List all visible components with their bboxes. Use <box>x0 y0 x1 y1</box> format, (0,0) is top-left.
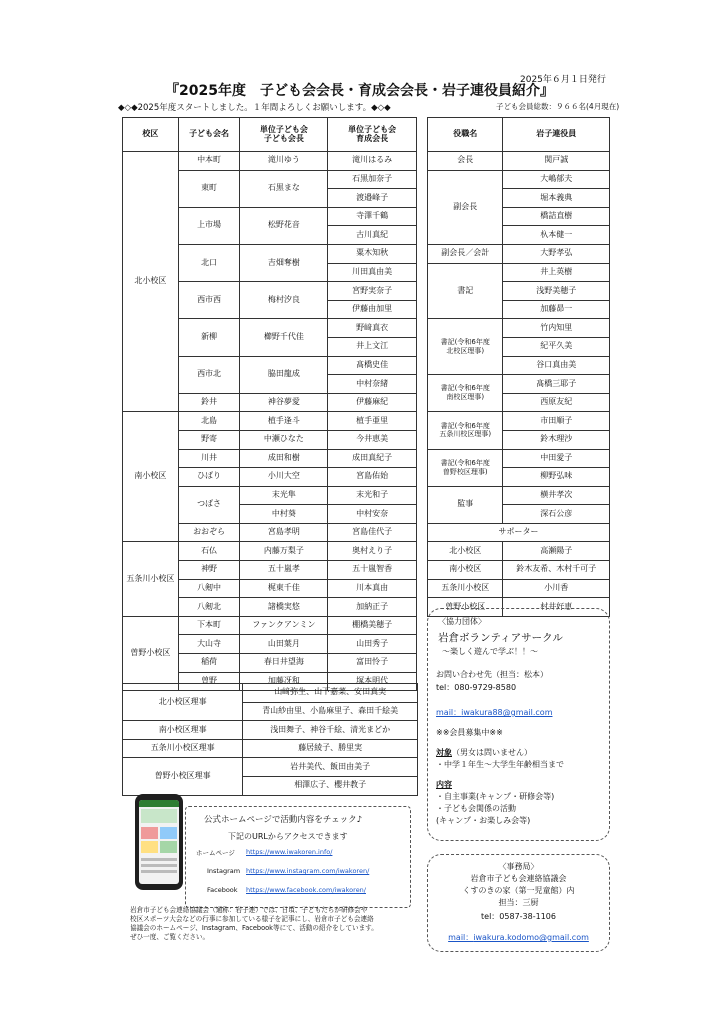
child-president: 五十嵐孝 <box>240 561 328 580</box>
office-label: 〈事務局〉 <box>498 862 539 871</box>
parent-president: 塚本明代 <box>328 672 417 691</box>
child-president: 石黒まな <box>240 170 328 207</box>
supporter-header-row <box>428 523 610 542</box>
officer-name: 堀本義典 <box>503 189 610 208</box>
district-name: 北小校区 <box>123 152 179 412</box>
child-president: 加藤冴和 <box>240 672 328 691</box>
website-box <box>185 806 411 908</box>
parent-president: 奥村えり子 <box>328 542 417 561</box>
officer-name: 髙橋三耶子 <box>503 375 610 394</box>
club-name: 西市西 <box>178 282 240 319</box>
officer-row <box>428 244 610 263</box>
officer-name: 橋詰直樹 <box>503 207 610 226</box>
supporter-row <box>428 561 610 580</box>
supporter-names: 小川香 <box>503 579 610 598</box>
club-name: 北島 <box>178 412 240 431</box>
parent-president: 粟木知秋 <box>328 244 417 263</box>
parent-president: 石黒加奈子 <box>328 170 417 189</box>
web-heading: 公式ホームページで活動内容をチェック♪ <box>204 815 363 825</box>
child-president: 梅村汐良 <box>240 282 328 319</box>
header-row <box>123 118 417 152</box>
officer-role: 書記(令和6年度 北校区理事) <box>428 319 503 375</box>
parent-president: 川本真由 <box>328 579 417 598</box>
coop-content-label: 内容 <box>436 780 452 789</box>
club-name: 大山寺 <box>178 635 240 654</box>
column-header: 単位子ども会 育成会長 <box>328 118 417 152</box>
officer-name: 中田愛子 <box>503 449 610 468</box>
child-president: 末光隼 <box>240 486 328 505</box>
parent-president: 植手亜里 <box>328 412 417 431</box>
coop-tel: tel：080-9729-8580 <box>436 683 517 692</box>
parent-president: 富田怜子 <box>328 654 417 673</box>
parent-president: 滝川はるみ <box>328 152 417 171</box>
web-subheading: 下記のURLからアクセスできます <box>228 832 348 841</box>
supporter-row <box>428 579 610 598</box>
parent-president: 川田真由美 <box>328 263 417 282</box>
director-names: 青山紗由里、小島麻里子、森田千絵美 <box>243 702 418 721</box>
child-president: 中村葵 <box>240 505 328 524</box>
coop-name: 岩倉ボランティアサークル <box>438 632 563 644</box>
officer-row <box>428 412 610 431</box>
officer-row <box>428 375 610 394</box>
director-row <box>123 739 418 758</box>
parent-president: 棚橋美穂子 <box>328 616 417 635</box>
column-header: 単位子ども会 子ども会長 <box>240 118 328 152</box>
officer-name: 横井孝次 <box>503 486 610 505</box>
child-president: 山田葉月 <box>240 635 328 654</box>
club-name: 上市場 <box>178 207 240 244</box>
officer-row <box>428 152 610 171</box>
child-president: 中瀬ひなた <box>240 430 328 449</box>
parent-president: 成田真紀子 <box>328 449 417 468</box>
column-header: 役職名 <box>428 118 503 152</box>
director-names: 相澤広子、櫻井教子 <box>243 776 418 795</box>
parent-president: 古川真紀 <box>328 226 417 245</box>
officer-role: 書記 <box>428 263 503 319</box>
club-name: 西市北 <box>178 356 240 393</box>
cooperating-group-box <box>427 608 610 841</box>
officer-name: 大嶋郁夫 <box>503 170 610 189</box>
child-president: 植手逢斗 <box>240 412 328 431</box>
child-president: 小川大空 <box>240 468 328 487</box>
child-president: 櫛野千代佳 <box>240 319 328 356</box>
parent-president: 五十嵐智香 <box>328 561 417 580</box>
column-header: 校区 <box>123 118 179 152</box>
club-name: つばさ <box>178 486 240 523</box>
club-name: 稲荷 <box>178 654 240 673</box>
member-count: 子ども会員総数：９６６名(4月現在) <box>496 102 620 111</box>
child-president: 内藤万梨子 <box>240 542 328 561</box>
club-name: 北口 <box>178 244 240 281</box>
child-president: 脇田龍成 <box>240 356 328 393</box>
club-name: 東町 <box>178 170 240 207</box>
phone-screenshot-image <box>135 794 183 890</box>
publication-date: 2025年６月１日発行 <box>520 75 606 85</box>
child-president: 成田和樹 <box>240 449 328 468</box>
officer-role: 書記(令和6年度 曽野校区理事) <box>428 449 503 486</box>
officers-table <box>427 117 610 617</box>
district-directors-table <box>122 683 418 796</box>
officer-row <box>428 449 610 468</box>
child-president: 滝川ゆう <box>240 152 328 171</box>
officer-name: 杁本健一 <box>503 226 610 245</box>
child-president: 松野花音 <box>240 207 328 244</box>
officer-role: 書記(令和6年度 南校区理事) <box>428 375 503 412</box>
club-name: 神野 <box>178 561 240 580</box>
club-name: 八剱中 <box>178 579 240 598</box>
officer-name: 鈴木理沙 <box>503 430 610 449</box>
officer-name: 大野孝弘 <box>503 244 610 263</box>
parent-president: 加納正子 <box>328 598 417 617</box>
homepage-label: ホームページ <box>196 849 235 857</box>
supporter-row <box>428 542 610 561</box>
parent-president: 宮島佳代子 <box>328 523 417 542</box>
parent-president: 髙橋史佳 <box>328 356 417 375</box>
parent-president: 末光和子 <box>328 486 417 505</box>
parent-president: 今井恵美 <box>328 430 417 449</box>
supporter-area: 曽野小校区 <box>428 598 503 617</box>
page-title: 『2025年度 子ども会会長・育成会会長・岩子連役員紹介』 <box>165 83 554 99</box>
club-name: 鈴井 <box>178 393 240 412</box>
officer-name: 市田順子 <box>503 412 610 431</box>
web-footnote: 岩倉市子ども会連絡協議会（通称：岩子連）では、日頃、子どもたちが研修会や 校区スポーツ大会などの行事に参加している様子を記事にし、岩倉市子ども会連絡 協議会のホームページ、Instagram、Facebook等にて、活動の紹介をしています。 ぜひ一度、ご覧ください。 <box>130 906 378 941</box>
parent-president: 渡邉峰子 <box>328 189 417 208</box>
child-president: 諸橋実悠 <box>240 598 328 617</box>
club-name: 曽野 <box>178 672 240 691</box>
facebook-link[interactable]: https://www.facebook.com/iwakoren/ <box>246 886 366 894</box>
child-president: 梶東千佳 <box>240 579 328 598</box>
coop-tagline: ～楽しく遊んで学ぶ！！～ <box>442 647 538 656</box>
district-name: 南小校区 <box>123 412 179 542</box>
office-place: くすのきの家（第一児童館）内 <box>462 886 575 895</box>
child-president: 宮島孝明 <box>240 523 328 542</box>
club-row <box>123 542 417 561</box>
director-names: 山﨑弥生、山下嘉菜、安田真実 <box>243 684 418 703</box>
club-name: おおぞら <box>178 523 240 542</box>
child-president: 吉畑奪樹 <box>240 244 328 281</box>
club-row <box>123 616 417 635</box>
coop-content-2: ・子ども会関係の活動 <box>436 804 516 813</box>
coop-content-1: ・自主事業(キャンプ・研修会等) <box>436 792 555 801</box>
parent-president: 寺澤千鶴 <box>328 207 417 226</box>
officer-name: 加藤昴一 <box>503 300 610 319</box>
director-row <box>123 684 418 703</box>
club-row <box>123 152 417 171</box>
coop-content-3: (キャンプ・お楽しみ会等) <box>436 816 531 825</box>
officer-row <box>428 263 610 282</box>
intro-text: ◆◇◆2025年度スタートしました。１年間よろしくお願いします。◆◇◆ <box>118 103 391 113</box>
officer-row <box>428 170 610 189</box>
child-president: ファンクアンミン <box>240 616 328 635</box>
supporter-area: 五条川小校区 <box>428 579 503 598</box>
club-name: 野寄 <box>178 430 240 449</box>
director-names: 藤居綾子、勝里実 <box>243 739 418 758</box>
coop-label: 〈協力団体〉 <box>438 617 486 626</box>
parent-president: 山田秀子 <box>328 635 417 654</box>
office-mail-row: mail：iwakura.kodomo@gmail.com <box>448 933 589 942</box>
supporter-area: 南小校区 <box>428 561 503 580</box>
parent-president: 伊藤麻紀 <box>328 393 417 412</box>
director-names: 岩井美代、飯田由美子 <box>243 758 418 777</box>
supporter-area: 北小校区 <box>428 542 503 561</box>
parent-president: 宮野実奈子 <box>328 282 417 301</box>
officer-name: 関戸誠 <box>503 152 610 171</box>
officer-name: 深石公彦 <box>503 505 610 524</box>
officer-name: 谷口真由美 <box>503 356 610 375</box>
director-area: 曽野小校区理事 <box>123 758 243 795</box>
club-name: 石仏 <box>178 542 240 561</box>
club-leaders-table <box>122 117 417 691</box>
club-name: 八剱北 <box>178 598 240 617</box>
header-row <box>428 118 610 152</box>
parent-president: 中村奈緒 <box>328 375 417 394</box>
officer-name: 柳野弘味 <box>503 468 610 487</box>
district-name: 五条川小校区 <box>123 542 179 616</box>
supporter-names: 鈴木友希、木村千可子 <box>503 561 610 580</box>
instagram-link[interactable]: https://www.instagram.com/iwakoren/ <box>246 867 370 875</box>
office-person: 担当：三厨 <box>498 898 539 907</box>
club-name: 中本町 <box>178 152 240 171</box>
supporter-names: 高瀬陽子 <box>503 542 610 561</box>
director-names: 浅田舞子、神谷千絵、清光まどか <box>243 721 418 740</box>
parent-president: 中村安奈 <box>328 505 417 524</box>
coop-target: ・中学１年生～大学生年齢相当まで <box>436 760 564 769</box>
officer-name: 井上英樹 <box>503 263 610 282</box>
officer-name: 紀平久美 <box>503 337 610 356</box>
coop-target-row: 対象（男女は問いません） <box>436 748 532 757</box>
district-name: 曽野小校区 <box>123 616 179 690</box>
column-header: 岩子連役員 <box>503 118 610 152</box>
facebook-label: Facebook <box>207 886 238 894</box>
officer-role: 監事 <box>428 486 503 523</box>
officer-role: 副会長／会計 <box>428 244 503 263</box>
parent-president: 野﨑真衣 <box>328 319 417 338</box>
instagram-label: Instagram <box>207 867 241 875</box>
club-name: 下本町 <box>178 616 240 635</box>
officer-row <box>428 486 610 505</box>
officer-role: 書記(令和6年度 五条川校区理事) <box>428 412 503 449</box>
column-header: 子ども会名 <box>178 118 240 152</box>
club-name: 新柳 <box>178 319 240 356</box>
officer-name: 西原友紀 <box>503 393 610 412</box>
coop-mail-row: mail：iwakura88@gmail.com <box>436 708 553 717</box>
club-row <box>123 412 417 431</box>
officer-name: 浅野美穂子 <box>503 282 610 301</box>
parent-president: 伊藤由加里 <box>328 300 417 319</box>
officer-name: 竹内知里 <box>503 319 610 338</box>
office-org: 岩倉市子ども会連絡協議会 <box>470 874 567 883</box>
director-area: 北小校区理事 <box>123 684 243 721</box>
office-box <box>427 854 610 952</box>
office-mail-link[interactable]: iwakura.kodomo@gmail.com <box>473 933 589 942</box>
officer-role: 副会長 <box>428 170 503 244</box>
parent-president: 宮島佑始 <box>328 468 417 487</box>
child-president: 神谷夢愛 <box>240 393 328 412</box>
director-area: 五条川小校区理事 <box>123 739 243 758</box>
supporter-header: サポーター <box>428 523 610 542</box>
child-president: 春日井望海 <box>240 654 328 673</box>
coop-mail-link[interactable]: iwakura88@gmail.com <box>461 708 553 717</box>
supporter-names: 村井好恵 <box>503 598 610 617</box>
officer-role: 会長 <box>428 152 503 171</box>
club-name: 川井 <box>178 449 240 468</box>
office-tel: tel：0587-38-1106 <box>481 912 556 921</box>
club-name: ひばり <box>178 468 240 487</box>
director-area: 南小校区理事 <box>123 721 243 740</box>
coop-recruit: ※※会員募集中※※ <box>436 728 503 737</box>
homepage-link[interactable]: https://www.iwakoren.info/ <box>246 848 333 856</box>
parent-president: 井上文江 <box>328 337 417 356</box>
officer-row <box>428 319 610 338</box>
director-row <box>123 721 418 740</box>
coop-contact: お問い合わせ先（担当：松本） <box>436 670 548 679</box>
director-row <box>123 758 418 777</box>
